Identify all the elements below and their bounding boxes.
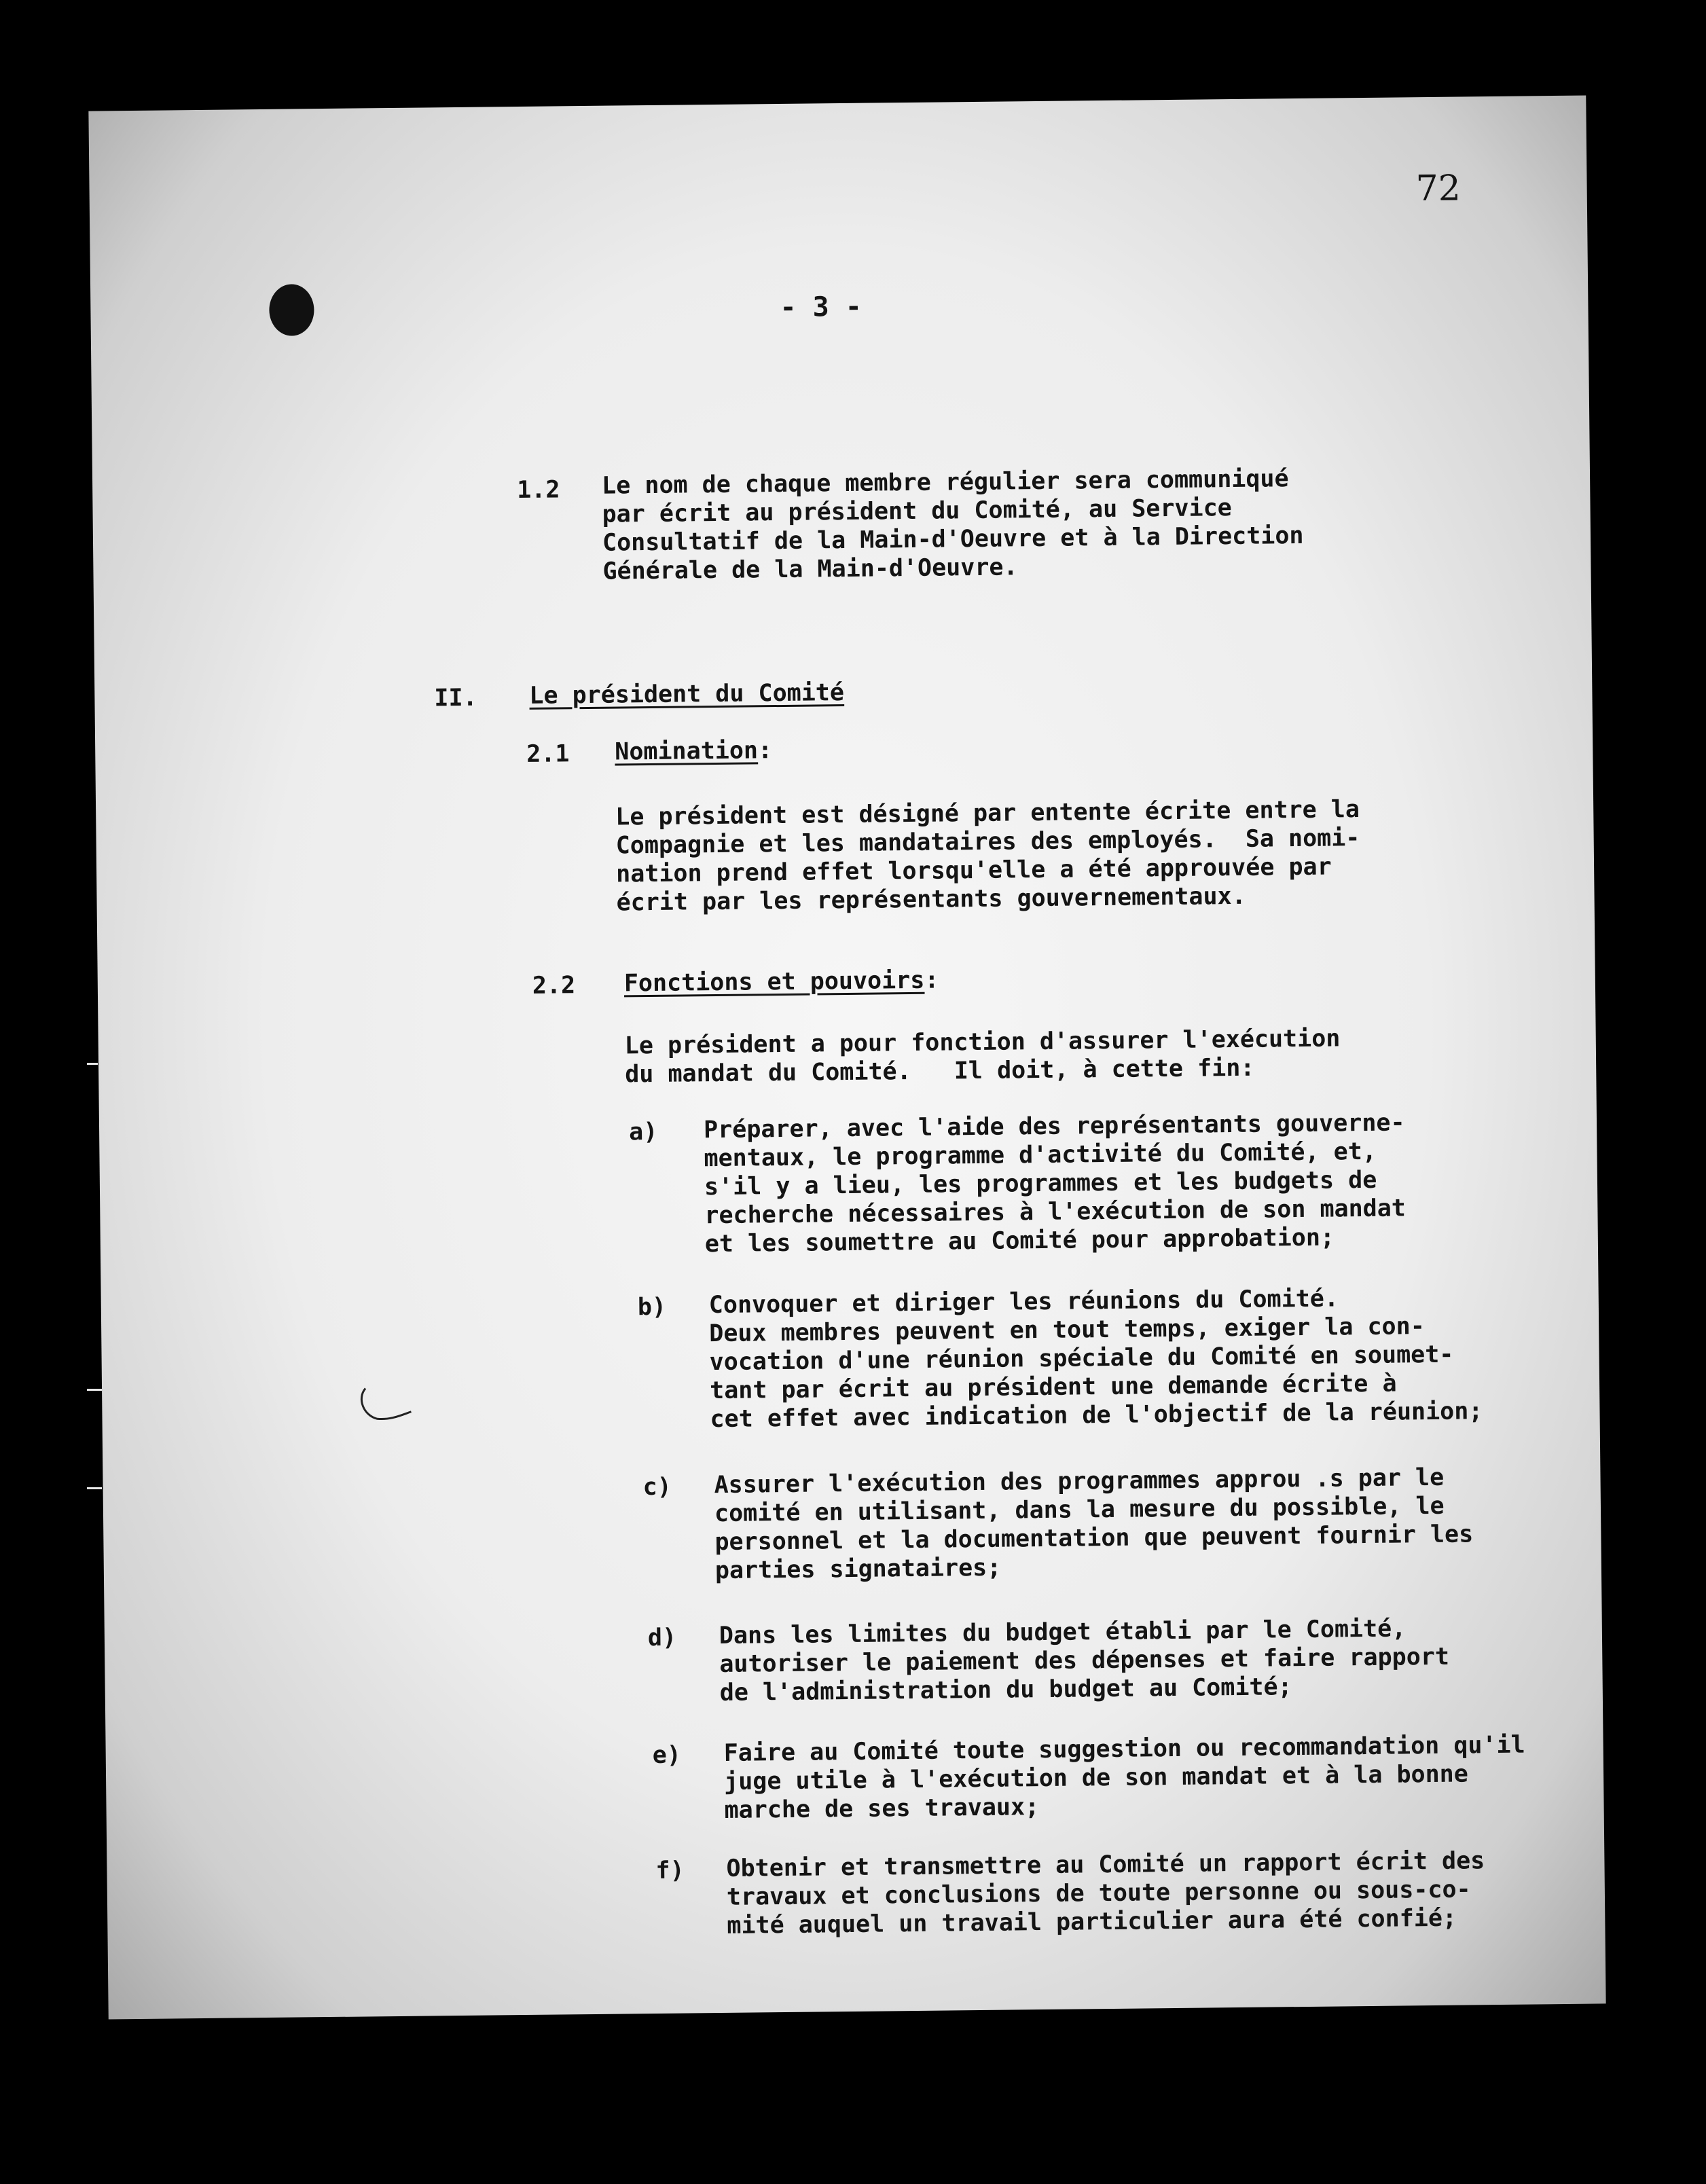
item-line: Obtenir et transmettre au Comité un rapport écrit des [726, 1847, 1485, 1882]
item-line: Dans les limites du budget établi par le Comité, [719, 1615, 1406, 1650]
item-line: mité auquel un travail particulier aura été confié; [727, 1904, 1457, 1940]
paragraph-line: Générale de la Main-d'Oeuvre. [602, 553, 1018, 585]
item-label: a) [628, 1118, 658, 1146]
section-number: II. [434, 684, 477, 712]
item-line: juge utile à l'exécution de son mandat et à la bonne [723, 1760, 1469, 1796]
paragraph-line: Consultatif de la Main-d'Oeuvre et à la Direction [602, 522, 1304, 557]
paragraph-line: écrit par les représentants gouvernementaux. [616, 882, 1246, 917]
subsection-number: 2.2 [532, 972, 576, 1000]
page-number: 72 [1415, 168, 1462, 210]
punch-hole [269, 284, 314, 336]
item-line: Préparer, avec l'aide des représentants gouverne- [703, 1109, 1405, 1144]
margin-mark [87, 1063, 98, 1065]
paragraph-line: Le nom de chaque membre régulier sera communiqué [601, 465, 1289, 500]
heading-colon: : [757, 737, 773, 765]
paragraph-line: du mandat du Comité. Il doit, à cette fin: [625, 1054, 1255, 1089]
item-line: de l'administration du budget au Comité; [719, 1673, 1292, 1707]
paragraph-line: Compagnie et les mandataires des employés. Sa nomi- [615, 824, 1360, 860]
subsection-title: Nomination [615, 737, 759, 766]
item-line: recherche nécessaires à l'exécution de son mandat [704, 1195, 1406, 1230]
paragraph-line: nation prend effet lorsqu'elle a été approuvée par [615, 853, 1332, 888]
item-line: Deux membres peuvent en tout temps, exiger la con- [709, 1313, 1425, 1348]
item-line: Assurer l'exécution des programmes approu .s par le [714, 1463, 1445, 1499]
item-label: f) [655, 1857, 685, 1885]
item-line: Convoquer et diriger les réunions du Comité. [708, 1285, 1339, 1320]
item-line: Faire au Comité toute suggestion ou recommandation qu'il [723, 1731, 1525, 1767]
section-title: Le président du Comité [529, 679, 845, 710]
item-label: c) [642, 1473, 672, 1502]
subsection-heading [615, 737, 772, 765]
item-line: parties signataires; [714, 1554, 1002, 1585]
item-line: mentaux, le programme d'activité du Comité, et, [704, 1138, 1377, 1173]
item-line: personnel et la documentation que peuvent fournir les [714, 1521, 1474, 1557]
document-page [88, 96, 1605, 2020]
item-label: b) [637, 1293, 667, 1322]
folio-number: - 3 - [780, 291, 863, 323]
item-line: marche de ses travaux; [724, 1794, 1040, 1824]
pencil-mark [353, 1385, 422, 1426]
subsection-heading [624, 967, 939, 998]
item-line: travaux et conclusions de toute personne ou sous-co- [726, 1876, 1471, 1911]
heading-colon: : [924, 966, 939, 994]
item-line: autoriser le paiement des dépenses et faire rapport [719, 1643, 1450, 1679]
item-line: s'il y a lieu, les programmes et les budgets de [704, 1166, 1377, 1201]
subsection-title: Fonctions et pouvoirs [623, 966, 925, 998]
item-label: d) [647, 1624, 677, 1652]
item-line: cet effet avec indication de l'objectif de la réunion; [710, 1398, 1483, 1434]
subsection-number: 2.1 [526, 740, 570, 768]
item-line: comité en utilisant, dans la mesure du possible, le [714, 1492, 1445, 1528]
paragraph-line: par écrit au président du Comité, au Service [602, 494, 1232, 528]
item-line: tant par écrit au président une demande écrite à [709, 1370, 1397, 1405]
paragraph-line: Le président a pour fonction d'assurer l'exécution [624, 1025, 1341, 1060]
section-number: 1.2 [517, 476, 560, 505]
margin-mark [87, 1389, 102, 1391]
item-label: e) [652, 1741, 682, 1770]
item-line: et les soumettre au Comité pour approbation; [704, 1224, 1335, 1258]
paragraph-line: Le président est désigné par entente écrite entre la [615, 796, 1360, 831]
item-line: vocation d'une réunion spéciale du Comité en soumet- [709, 1341, 1454, 1377]
margin-mark [87, 1487, 102, 1489]
